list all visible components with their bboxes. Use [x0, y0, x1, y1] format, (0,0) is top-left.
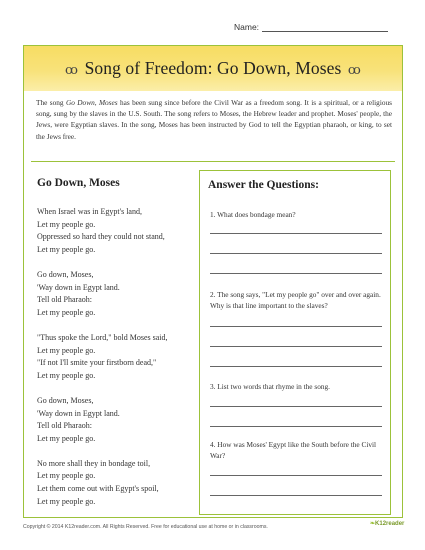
- question-1: 1. What does bondage mean?: [210, 210, 296, 219]
- poem-line: Tell old Pharaoh:: [37, 421, 92, 431]
- title-banner: [24, 46, 402, 91]
- poem-line: Go down, Moses,: [37, 395, 94, 405]
- poem-lyrics: [37, 206, 207, 521]
- answer-line[interactable]: [210, 233, 382, 234]
- section-divider: [31, 161, 395, 162]
- name-label: Name:: [234, 22, 260, 32]
- poem-line: 'Way down in Egypt land.: [37, 282, 120, 292]
- poem-stanza: [37, 332, 207, 382]
- poem-line: Go down, Moses,: [37, 269, 94, 279]
- poem-line: Oppressed so hard they could not stand,: [37, 232, 165, 242]
- question-3: 3. List two words that rhyme in the song.: [210, 382, 330, 391]
- answer-line[interactable]: [210, 426, 382, 427]
- poem-line: "Thus spoke the Lord," bold Moses said,: [37, 332, 168, 342]
- answer-line[interactable]: [210, 495, 382, 496]
- question-4: 4. How was Moses' Egypt like the South before the Civil War?: [210, 440, 377, 460]
- title-text: Song of Freedom: Go Down, Moses: [84, 58, 342, 78]
- poem-line: "If not I'll smite your firstborn dead,": [37, 358, 157, 368]
- poem-line: No more shall they in bondage toil,: [37, 458, 151, 468]
- poem-stanza: [37, 458, 207, 508]
- question-2: 2. The song says, "Let my people go" over and over again. Why is that line important to the slaves?: [210, 290, 381, 310]
- poem-line: 'Way down in Egypt land.: [37, 408, 120, 418]
- poem-title: Go Down, Moses: [37, 177, 120, 189]
- flourish-left-icon: ꝏ: [65, 62, 79, 77]
- poem-line: Let my people go.: [37, 345, 96, 355]
- copyright-footer: Copyright © 2014 K12reader.com. All Rights Reserved. Free for educational use at home or in classrooms.: [23, 524, 268, 530]
- answer-line[interactable]: [210, 366, 382, 367]
- poem-line: Let my people go.: [37, 244, 96, 254]
- flourish-right-icon: ꝏ: [347, 62, 361, 77]
- intro-pre: The song: [36, 98, 66, 107]
- answer-line[interactable]: [210, 253, 382, 254]
- name-line-rule[interactable]: [262, 24, 388, 32]
- name-field-label: [234, 22, 388, 32]
- leaf-icon: ❧: [370, 521, 376, 527]
- poem-line: Let my people go.: [37, 433, 96, 443]
- logo-text: K12reader: [375, 521, 405, 527]
- poem-line: Let my people go.: [37, 219, 96, 229]
- poem-line: When Israel was in Egypt's land,: [37, 207, 142, 216]
- answer-line[interactable]: [210, 273, 382, 274]
- answer-box: [199, 170, 391, 515]
- worksheet-frame: [23, 45, 403, 518]
- poem-stanza: [37, 395, 207, 445]
- answer-line[interactable]: [210, 326, 382, 327]
- poem-line: Let my people go.: [37, 471, 96, 481]
- intro-song-title: Go Down, Moses: [65, 98, 118, 107]
- k12reader-logo: [370, 520, 404, 527]
- answer-line[interactable]: [210, 406, 382, 407]
- answer-title: Answer the Questions:: [208, 179, 319, 191]
- answer-line[interactable]: [210, 475, 382, 476]
- poem-stanza: [37, 269, 207, 319]
- page-title: [24, 58, 402, 79]
- intro-paragraph: [36, 97, 392, 142]
- answer-line[interactable]: [210, 346, 382, 347]
- poem-line: Let them come out with Egypt's spoil,: [37, 484, 159, 494]
- poem-line: Let my people go.: [37, 370, 96, 380]
- poem-line: Tell old Pharaoh:: [37, 295, 92, 305]
- poem-line: Let my people go.: [37, 307, 96, 317]
- poem-line: Let my people go.: [37, 496, 96, 506]
- intro-post: has been sung since before the Civil War as a freedom song. It is a spiritual, or a religious song, sung by the slaves in the U.S. South. The song refers to Moses, the Hebrew leader and prophet. Moses' people, the Jews, were Egyptian slaves. In the song, Moses has been instructed by God to tell the Egyptian pharaoh, or king, to set the Jews free.: [36, 98, 392, 141]
- poem-stanza: [37, 206, 207, 256]
